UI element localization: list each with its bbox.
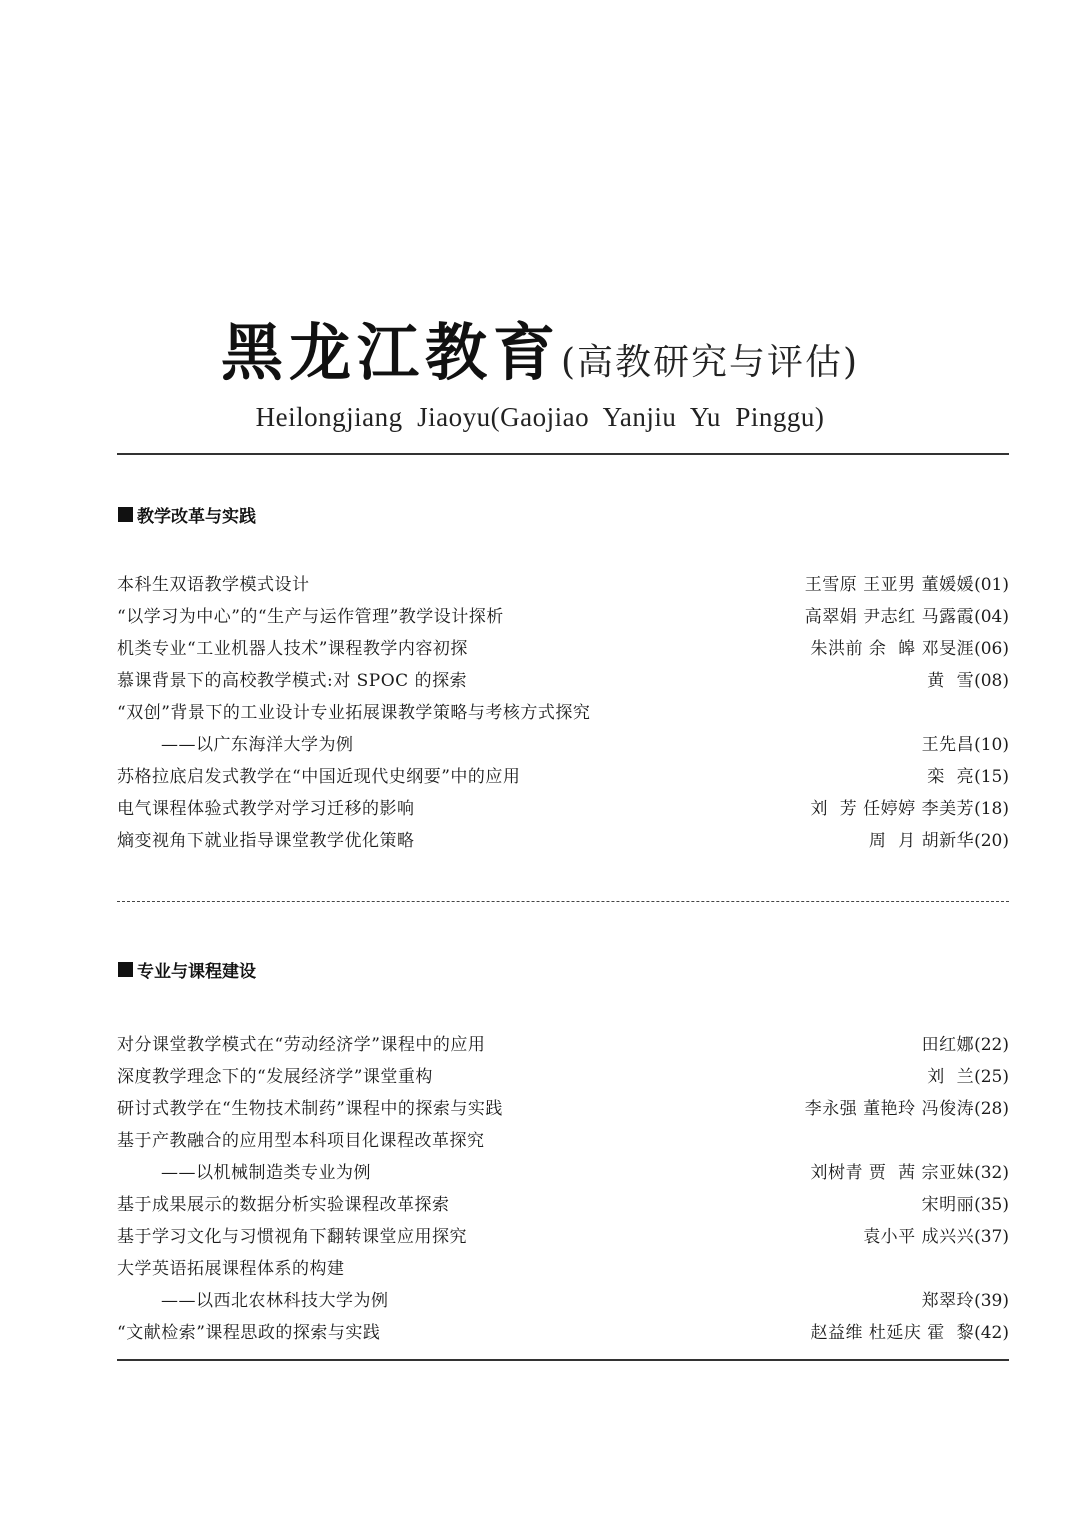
entry-authors: 李永强 董艳玲 冯俊涛 (804, 1098, 975, 1119)
entry-authors: 赵益维 杜延庆 霍 黎 (810, 1322, 975, 1343)
entry-page: (42) (974, 1322, 1009, 1343)
toc-entry[interactable] (117, 1186, 1009, 1218)
entry-authors: 宋明丽 (921, 1194, 975, 1215)
entry-authors: 高翠娟 尹志红 马露霞 (804, 606, 975, 627)
toc-entry-subtitle[interactable] (117, 1282, 1009, 1314)
toc-entry[interactable] (117, 630, 1009, 662)
entry-title: 深度教学理念下的“发展经济学”课堂重构 (117, 1066, 433, 1087)
header-rule (117, 453, 1009, 455)
entry-page: (35) (974, 1194, 1009, 1215)
toc-entry[interactable] (117, 662, 1009, 694)
entry-authors: 王雪原 王亚男 董媛媛 (804, 574, 975, 595)
entry-title: 苏格拉底启发式教学在“中国近现代史纲要”中的应用 (117, 766, 521, 787)
masthead (0, 316, 1080, 433)
entry-authors: 田红娜 (921, 1034, 975, 1055)
entry-page: (04) (974, 606, 1009, 627)
entry-title: 本科生双语教学模式设计 (117, 574, 310, 595)
section-heading-label: 教学改革与实践 (137, 507, 256, 527)
toc-entry[interactable] (117, 758, 1009, 790)
entry-subtitle: ——以西北农林科技大学为例 (161, 1290, 389, 1311)
journal-title-en: Heilongjiang Jiaoyu(Gaojiao Yanjiu Yu Pinggu) (255, 402, 825, 432)
toc-entry[interactable] (117, 566, 1009, 598)
entry-title: “以学习为中心”的“生产与运作管理”教学设计探析 (117, 606, 504, 627)
entry-authors: 王先昌 (921, 734, 975, 755)
toc-entry[interactable] (117, 790, 1009, 822)
section-divider (117, 901, 1009, 902)
footer-rule (117, 1359, 1009, 1361)
entry-page: (20) (974, 830, 1009, 851)
entry-authors: 栾 亮 (927, 766, 975, 787)
entry-page: (08) (974, 670, 1009, 691)
entry-title: 基于成果展示的数据分析实验课程改革探索 (117, 1194, 450, 1215)
entry-authors: 袁小平 成兴兴 (863, 1226, 975, 1247)
entry-page: (28) (974, 1098, 1009, 1119)
entry-subtitle: ——以机械制造类专业为例 (161, 1162, 371, 1183)
entry-page: (01) (974, 574, 1009, 595)
toc-entry[interactable] (117, 822, 1009, 854)
journal-title (0, 316, 1080, 389)
toc-section-teaching-reform (117, 566, 1009, 854)
entry-page: (10) (974, 734, 1009, 755)
toc-entry[interactable] (117, 1058, 1009, 1090)
entry-page: (32) (974, 1162, 1009, 1183)
toc-entry-subtitle[interactable] (117, 1154, 1009, 1186)
toc-section-course-building (117, 1026, 1009, 1346)
entry-title: 电气课程体验式教学对学习迁移的影响 (117, 798, 415, 819)
toc-entry[interactable] (117, 1250, 1009, 1282)
entry-page: (37) (974, 1226, 1009, 1247)
entry-authors: 周 月 胡新华 (868, 830, 975, 851)
toc-entry[interactable] (117, 598, 1009, 630)
entry-authors: 刘树青 贾 茜 宗亚妹 (810, 1162, 975, 1183)
entry-authors: 刘 兰 (927, 1066, 975, 1087)
journal-title-cn: 黑龙江教育 (220, 316, 561, 389)
entry-title: “文献检索”课程思政的探索与实践 (117, 1322, 381, 1343)
toc-entry[interactable] (117, 1122, 1009, 1154)
section-heading (118, 957, 256, 982)
entry-title: “双创”背景下的工业设计专业拓展课教学策略与考核方式探究 (117, 702, 591, 723)
entry-page: (06) (974, 638, 1009, 659)
toc-entry[interactable] (117, 694, 1009, 726)
entry-title: 基于学习文化与习惯视角下翻转课堂应用探究 (117, 1226, 467, 1247)
entry-page: (18) (974, 798, 1009, 819)
entry-title: 研讨式教学在“生物技术制药”课程中的探索与实践 (117, 1098, 503, 1119)
toc-entry[interactable] (117, 1090, 1009, 1122)
square-bullet-icon (118, 507, 133, 522)
entry-page: (39) (974, 1290, 1009, 1311)
toc-entry[interactable] (117, 1026, 1009, 1058)
section-heading (118, 502, 256, 527)
entry-authors: 郑翠玲 (921, 1290, 975, 1311)
entry-authors: 刘 芳 任婷婷 李美芳 (810, 798, 975, 819)
section-heading-label: 专业与课程建设 (137, 962, 256, 982)
entry-page: (25) (974, 1066, 1009, 1087)
toc-entry[interactable] (117, 1218, 1009, 1250)
entry-title: 熵变视角下就业指导课堂教学优化策略 (117, 830, 415, 851)
square-bullet-icon (118, 962, 133, 977)
toc-entry-subtitle[interactable] (117, 726, 1009, 758)
journal-title-cn-sub: (高教研究与评估) (560, 342, 860, 383)
entry-authors: 朱洪前 余 皞 邓旻涯 (810, 638, 975, 659)
entry-page: (15) (974, 766, 1009, 787)
toc-entry[interactable] (117, 1314, 1009, 1346)
entry-page: (22) (974, 1034, 1009, 1055)
entry-authors: 黄 雪 (927, 670, 975, 691)
entry-title: 机类专业“工业机器人技术”课程教学内容初探 (117, 638, 468, 659)
entry-title: 对分课堂教学模式在“劳动经济学”课程中的应用 (117, 1034, 486, 1055)
entry-title: 基于产教融合的应用型本科项目化课程改革探究 (117, 1130, 485, 1151)
entry-title: 慕课背景下的高校教学模式:对 SPOC 的探索 (117, 670, 468, 691)
entry-title: 大学英语拓展课程体系的构建 (117, 1258, 345, 1279)
entry-subtitle: ——以广东海洋大学为例 (161, 734, 354, 755)
